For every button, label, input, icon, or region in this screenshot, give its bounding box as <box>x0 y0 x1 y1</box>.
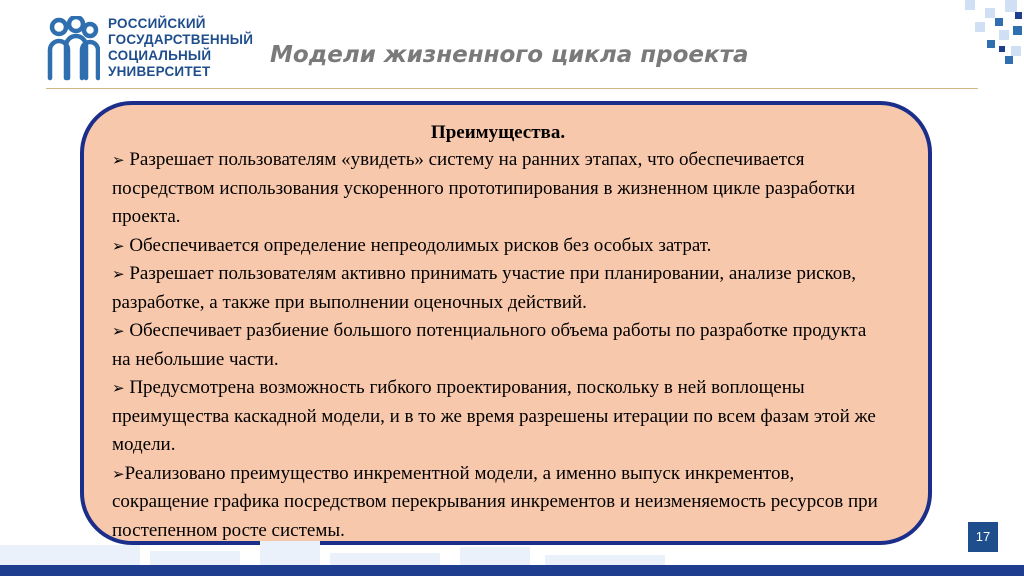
bullet-text: Разрешает пользователям активно принимать участие при планировании, анализе рисков, разработке, а также при выполнении оценочных действий. <box>112 263 857 313</box>
bullet-item <box>112 232 884 261</box>
bullet-item <box>112 460 884 546</box>
bullet-text: Реализовано преимущество инкрементной модели, а именно выпуск инкрементов, сокращение графика посредством перекрывания инкрементов и неизменяемость ресурсов при постепенном росте системы. <box>112 462 878 541</box>
bullet-text: Обеспечивает разбиение большого потенциального объема работы по разработке продукта на небольшие части. <box>112 320 867 370</box>
bullet-text: Обеспечивается определение непреодолимых рисков без особых затрат. <box>124 234 712 256</box>
bullet-item <box>112 260 884 317</box>
bullet-item <box>112 374 884 460</box>
page-number: 17 <box>968 522 998 552</box>
arrowhead-bullet-icon: ➢ <box>112 265 125 283</box>
arrowhead-bullet-icon: ➢ <box>112 379 125 397</box>
university-people-logo-icon <box>46 16 100 84</box>
arrowhead-bullet-icon: ➢ <box>112 322 125 340</box>
university-name-line: УНИВЕРСИТЕТ <box>108 64 211 79</box>
bullet-item <box>112 317 884 374</box>
pixel-squares-decoration-icon <box>955 0 1024 70</box>
arrowhead-bullet-icon: ➢ <box>112 236 125 255</box>
bottom-pattern-decoration <box>0 537 700 565</box>
arrowhead-bullet-icon: ➢ <box>112 151 125 169</box>
university-name-line: ГОСУДАРСТВЕННЫЙ <box>108 32 254 47</box>
university-name-line: СОЦИАЛЬНЫЙ <box>108 48 212 63</box>
bullet-item <box>112 146 884 232</box>
arrowhead-bullet-icon: ➢ <box>112 464 125 483</box>
bottom-bar <box>0 565 1024 576</box>
bullet-text: Разрешает пользователям «увидеть» систему на ранних этапах, что обеспечивается посредством использования ускоренного прототипирования в жизненном цикле разработки проекта. <box>112 149 856 227</box>
university-logo <box>46 14 256 86</box>
title-divider <box>46 88 978 89</box>
advantages-heading: Преимущества. <box>430 122 566 143</box>
university-name <box>108 16 258 80</box>
bullet-text: Предусмотрена возможность гибкого проектирования, поскольку в ней воплощены преимущества каскадной модели, и в то же время разрешены итерации по всем фазам этой же модели. <box>112 377 876 455</box>
slide-title: Модели жизненного цикла проекта <box>270 42 749 68</box>
university-name-line: РОССИЙСКИЙ <box>108 16 206 31</box>
advantages-panel <box>80 101 932 545</box>
